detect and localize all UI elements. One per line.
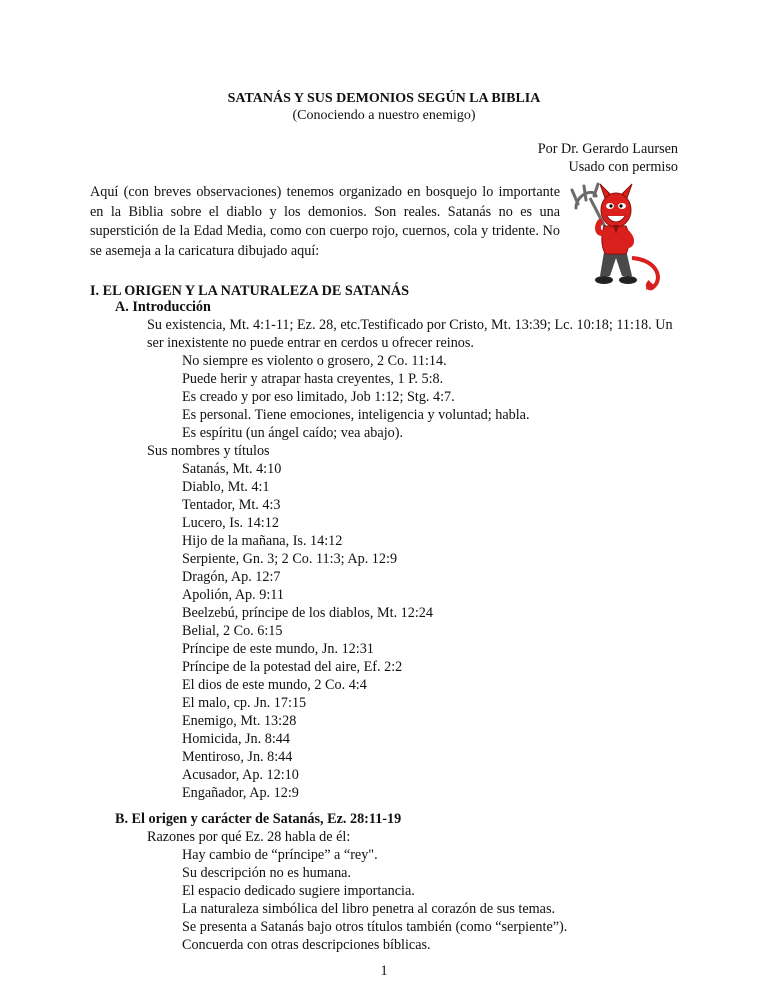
list-item: Beelzebú, príncipe de los diablos, Mt. 12:24 xyxy=(182,605,433,621)
list-item: Homicida, Jn. 8:44 xyxy=(182,731,290,747)
list-item: Mentiroso, Jn. 8:44 xyxy=(182,749,293,765)
list-item: Tentador, Mt. 4:3 xyxy=(182,497,281,513)
list-item: Apolión, Ap. 9:11 xyxy=(182,587,284,603)
subsection-a-heading: A. Introducción xyxy=(115,299,211,315)
list-item: Serpiente, Gn. 3; 2 Co. 11:3; Ap. 12:9 xyxy=(182,551,398,567)
list-item: Príncipe de este mundo, Jn. 12:31 xyxy=(182,641,374,657)
list-item: Se presenta a Satanás bajo otros títulos también (como “serpiente”). xyxy=(182,919,568,935)
list-item: Satanás, Mt. 4:10 xyxy=(182,461,282,477)
list-item: Dragón, Ap. 12:7 xyxy=(182,569,281,585)
existence-line-1: Su existencia, Mt. 4:1-11; Ez. 28, etc.Testificado por Cristo, Mt. 13:39; Lc. 10:18; 11:18. Un xyxy=(147,317,673,333)
section-1-heading: I. EL ORIGEN Y LA NATURALEZA DE SATANÁS xyxy=(90,283,410,299)
list-item: Diablo, Mt. 4:1 xyxy=(182,479,270,495)
list-item: Hijo de la mañana, Is. 14:12 xyxy=(182,533,343,549)
list-item: Es personal. Tiene emociones, inteligencia y voluntad; habla. xyxy=(182,407,530,423)
intro-paragraph: Aquí (con breves observaciones) tenemos organizado en bosquejo lo importante en la Biblia sobre el diablo y los demonios. Son reales. Satanás no es una superstición de la Edad Media, como con cuerpo rojo, cuernos, cola y tridente. No se asemeja a la caricatura dibujado aquí: xyxy=(90,184,560,259)
permission-line: Usado con permiso xyxy=(568,159,678,175)
subsection-b-heading: B. El origen y carácter de Satanás, Ez. 28:11-19 xyxy=(115,811,402,827)
list-item: Acusador, Ap. 12:10 xyxy=(182,767,299,783)
author-line: Por Dr. Gerardo Laursen xyxy=(537,141,678,157)
list-item: Belial, 2 Co. 6:15 xyxy=(182,623,283,639)
existence-line-2: ser inexistente no puede entrar en cerdos u ofrecer reinos. xyxy=(147,335,474,351)
names-heading: Sus nombres y títulos xyxy=(147,443,270,459)
page-number: 1 xyxy=(380,963,388,979)
list-item: El espacio dedicado sugiere importancia. xyxy=(182,883,415,899)
list-item: Enemigo, Mt. 13:28 xyxy=(182,713,297,729)
list-item: Hay cambio de “príncipe” a “rey". xyxy=(182,847,378,863)
list-item: Es espíritu (un ángel caído; vea abajo). xyxy=(182,425,404,441)
document-title: SATANÁS Y SUS DEMONIOS SEGÚN LA BIBLIA xyxy=(227,91,541,106)
list-item: Su descripción no es humana. xyxy=(182,865,352,881)
list-item: Concuerda con otras descripciones bíblicas. xyxy=(182,937,431,953)
reasons-heading: Razones por qué Ez. 28 habla de él: xyxy=(147,829,351,845)
list-item: Es creado y por eso limitado, Job 1:12; Stg. 4:7. xyxy=(182,389,455,405)
list-item: El malo, cp. Jn. 17:15 xyxy=(182,695,307,711)
list-item: No siempre es violento o grosero, 2 Co. 11:14. xyxy=(182,353,447,369)
list-item: Puede herir y atrapar hasta creyentes, 1 P. 5:8. xyxy=(182,371,444,387)
document-subtitle: (Conociendo a nuestro enemigo) xyxy=(292,108,476,123)
list-item: Príncipe de la potestad del aire, Ef. 2:2 xyxy=(182,659,403,675)
list-item: La naturaleza simbólica del libro penetra al corazón de sus temas. xyxy=(182,901,556,917)
red-devil-cartoon xyxy=(560,180,672,292)
list-item: Lucero, Is. 14:12 xyxy=(182,515,279,531)
list-item: El dios de este mundo, 2 Co. 4:4 xyxy=(182,677,367,693)
list-item: Engañador, Ap. 12:9 xyxy=(182,785,299,801)
